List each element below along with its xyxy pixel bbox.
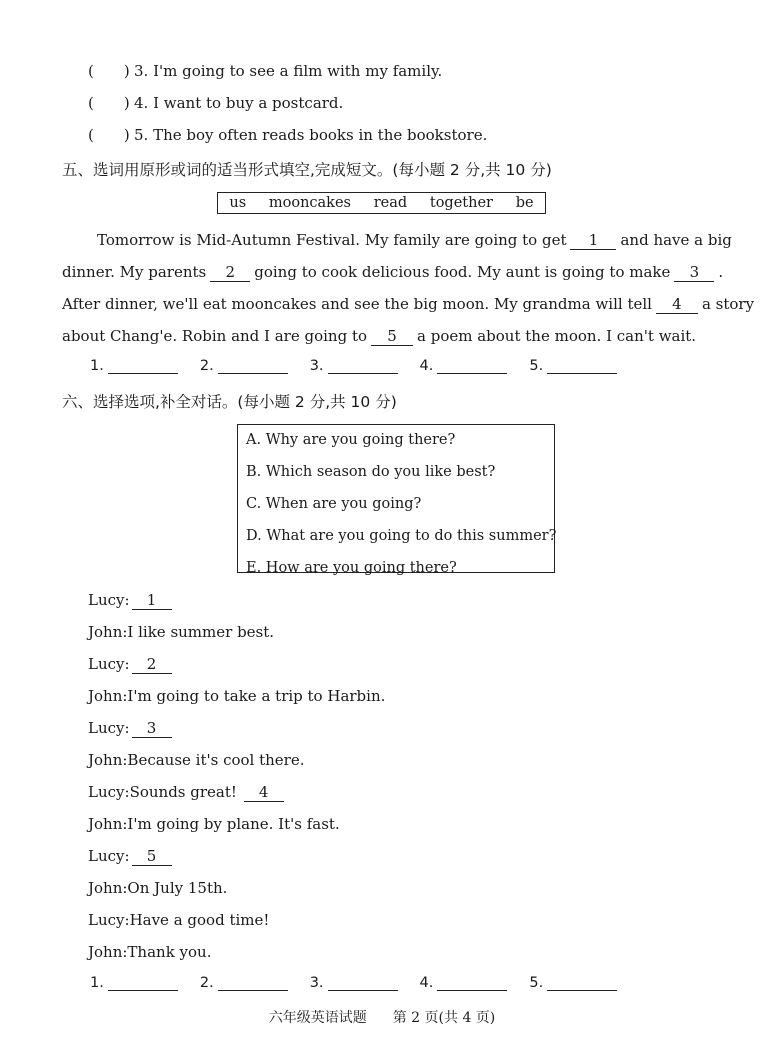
- footer-title: 六年级英语试题: [268, 1010, 367, 1026]
- dialogue-line: John:Because it's cool there.: [88, 751, 305, 769]
- answer-paren[interactable]: ( ): [88, 62, 130, 80]
- section6-heading: 六、选择选项,补全对话。(每小题 2 分,共 10 分): [62, 393, 397, 411]
- answer-slot[interactable]: 1.: [90, 975, 178, 991]
- answer-row-section5: [90, 358, 610, 374]
- word-bank-word: together: [429, 195, 493, 211]
- word-bank: [217, 192, 546, 214]
- dialogue-blank-2[interactable]: 2: [132, 656, 172, 674]
- page-footer: [0, 1007, 764, 1027]
- option-b: B. Which season do you like best?: [246, 464, 496, 480]
- answer-slot[interactable]: 1.: [90, 358, 178, 374]
- blank-3[interactable]: 3: [674, 264, 714, 282]
- options-box: [237, 424, 557, 576]
- blank-2[interactable]: 2: [210, 264, 250, 282]
- answer-slot[interactable]: 4.: [420, 975, 508, 991]
- passage-line: Tomorrow is Mid-Autumn Festival. My family are going to get 1 and have a big: [97, 231, 732, 249]
- answer-slot[interactable]: 2.: [200, 358, 288, 374]
- answer-slot[interactable]: 4.: [420, 358, 508, 374]
- dialogue-blank-4[interactable]: 4: [244, 784, 284, 802]
- section5-heading: 五、选词用原形或词的适当形式填空,完成短文。(每小题 2 分,共 10 分): [62, 161, 552, 179]
- answer-slot[interactable]: 5.: [529, 358, 617, 374]
- judge-item: [88, 126, 487, 144]
- dialogue-blank-5[interactable]: 5: [132, 848, 172, 866]
- dialogue-line: John:I'm going to take a trip to Harbin.: [88, 687, 386, 705]
- dialogue-blank-1[interactable]: 1: [132, 592, 172, 610]
- dialogue-line: Lucy: 2: [88, 655, 172, 674]
- answer-row-section6: [90, 975, 610, 991]
- option-a: A. Why are you going there?: [246, 432, 456, 448]
- word-bank-word: read: [373, 195, 408, 211]
- answer-paren[interactable]: ( ): [88, 94, 130, 112]
- passage-line: After dinner, we'll eat mooncakes and see the big moon. My grandma will tell 4 a story: [62, 295, 755, 313]
- option-c: C. When are you going?: [246, 496, 422, 512]
- answer-slot[interactable]: 3.: [310, 358, 398, 374]
- answer-slot[interactable]: 5.: [529, 975, 617, 991]
- dialogue-blank-3[interactable]: 3: [132, 720, 172, 738]
- dialogue-line: John:I like summer best.: [88, 623, 275, 641]
- option-e: E. How are you going there?: [246, 560, 457, 576]
- word-bank-word: us: [229, 195, 247, 211]
- judge-item: [88, 62, 442, 80]
- dialogue-line: John:Thank you.: [88, 943, 212, 961]
- passage-line: dinner. My parents 2 going to cook delicious food. My aunt is going to make 3 .: [62, 263, 724, 281]
- dialogue-line: John:I'm going by plane. It's fast.: [88, 815, 340, 833]
- passage-line: about Chang'e. Robin and I are going to 5 a poem about the moon. I can't wait.: [62, 327, 697, 345]
- word-bank-word: mooncakes: [268, 195, 351, 211]
- page-number: 第 2 页(共 4 页): [392, 1010, 496, 1026]
- answer-slot[interactable]: 2.: [200, 975, 288, 991]
- blank-5[interactable]: 5: [371, 328, 413, 346]
- blank-1[interactable]: 1: [570, 232, 616, 250]
- dialogue-line: Lucy:Have a good time!: [88, 911, 270, 929]
- judge-text: 4. I want to buy a postcard.: [134, 94, 344, 112]
- answer-slot[interactable]: 3.: [310, 975, 398, 991]
- option-d: D. What are you going to do this summer?: [246, 528, 557, 544]
- judge-text: 3. I'm going to see a film with my family.: [134, 62, 443, 80]
- dialogue-line: Lucy: 3: [88, 719, 172, 738]
- judge-text: 5. The boy often reads books in the bookstore.: [134, 126, 488, 144]
- dialogue-line: John:On July 15th.: [88, 879, 228, 897]
- dialogue-line: Lucy: 1: [88, 591, 172, 610]
- word-bank-word: be: [515, 195, 534, 211]
- dialogue-line: Lucy:Sounds great! 4: [88, 783, 284, 802]
- judge-item: [88, 94, 343, 112]
- answer-paren[interactable]: ( ): [88, 126, 130, 144]
- dialogue-line: Lucy: 5: [88, 847, 172, 866]
- blank-4[interactable]: 4: [656, 296, 698, 314]
